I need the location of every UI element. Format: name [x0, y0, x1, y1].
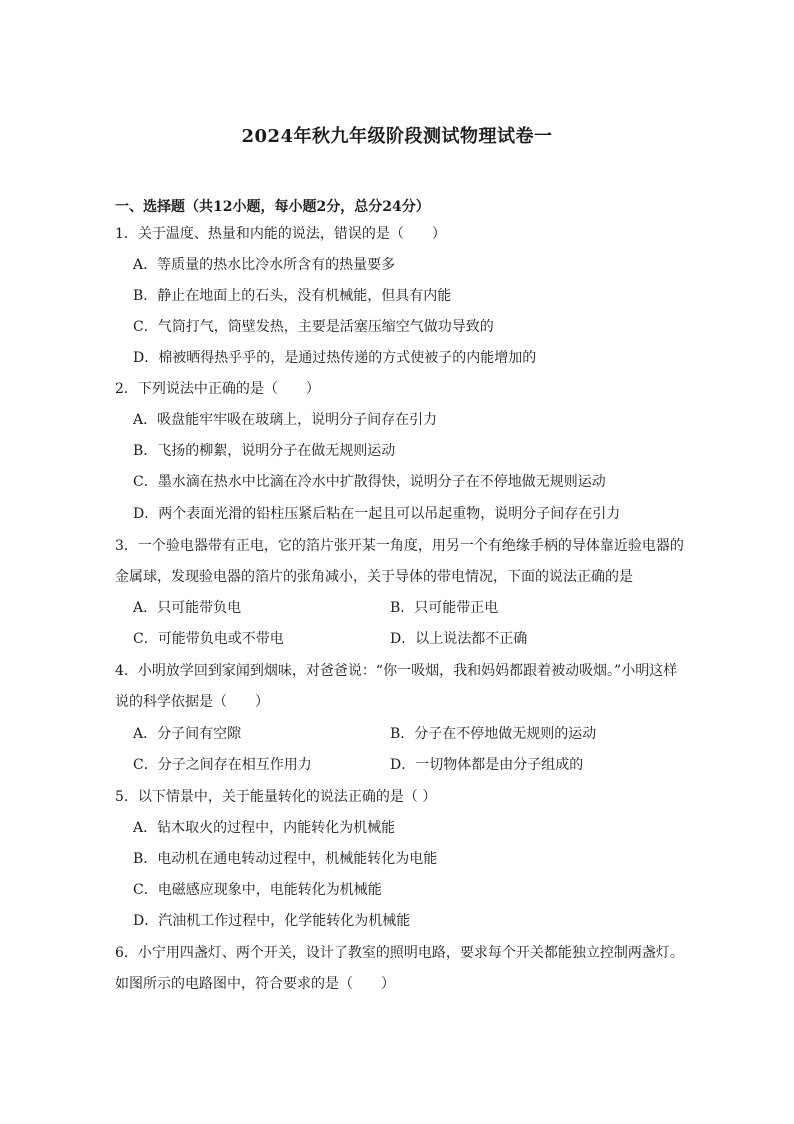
question-3-stem-line-1: 3．一个验电器带有正电，它的箔片张开某一角度，用另一个有绝缘手柄的导体靠近验电器的	[115, 538, 684, 554]
question-3-option-a: A．只可能带负电	[133, 600, 242, 616]
question-2-option-d: D．两个表面光滑的铅柱压紧后粘在一起且可以吊起重物，说明分子间存在引力	[133, 506, 621, 522]
question-4-option-d: D．一切物体都是由分子组成的	[390, 757, 584, 773]
question-5-option-b: B．电动机在通电转动过程中，机械能转化为电能	[133, 851, 438, 867]
question-2-option-c: C．墨水滴在热水中比滴在冷水中扩散得快，说明分子在不停地做无规则运动	[133, 474, 606, 490]
question-2-stem: 2．下列说法中正确的是（ ）	[115, 381, 320, 397]
question-4-option-c: C．分子之间存在相互作用力	[133, 757, 312, 773]
question-2-option-b: B．飞扬的柳絮，说明分子在做无规则运动	[133, 443, 396, 459]
question-4-stem-line-1: 4．小明放学回到家闻到烟味，对爸爸说：“你一吸烟，我和妈妈都跟着被动吸烟。”小明这样	[115, 663, 678, 679]
question-3-option-c: C．可能带负电或不带电	[133, 631, 284, 647]
question-5-stem: 5．以下情景中，关于能量转化的说法正确的是（ ）	[115, 789, 437, 805]
question-6-stem-line-1: 6．小宁用四盏灯、两个开关，设计了教室的照明电路，要求每个开关都能独立控制两盏灯。	[115, 945, 684, 961]
section-heading: 一、选择题（共12小题，每小题2分，总分24分）	[115, 199, 430, 215]
question-4-stem-line-2: 说的科学依据是（ ）	[115, 694, 269, 710]
question-1-option-d: D．棉被晒得热乎乎的，是通过热传递的方式使被子的内能增加的	[133, 350, 537, 366]
question-3-option-d: D．以上说法都不正确	[390, 631, 528, 647]
question-4-option-a: A．分子间有空隙	[133, 726, 242, 742]
question-2-option-a: A．吸盘能牢牢吸在玻璃上，说明分子间存在引力	[133, 412, 438, 428]
question-6-stem-line-2: 如图所示的电路图中，符合要求的是（ ）	[115, 976, 395, 992]
page-title: 2024年秋九年级阶段测试物理试卷一	[241, 126, 553, 147]
question-1-option-a: A．等质量的热水比冷水所含有的热量要多	[133, 257, 396, 273]
question-4-option-b: B．分子在不停地做无规则的运动	[390, 726, 597, 742]
question-1-option-b: B．静止在地面上的石头，没有机械能，但具有内能	[133, 288, 452, 304]
question-3-option-b: B．只可能带正电	[390, 600, 499, 616]
question-3-stem-line-2: 金属球，发现验电器的箔片的张角减小，关于导体的带电情况，下面的说法正确的是	[115, 569, 633, 585]
question-1-option-c: C．气筒打气，筒壁发热，主要是活塞压缩空气做功导致的	[133, 319, 494, 335]
question-5-option-d: D．汽油机工作过程中，化学能转化为机械能	[133, 913, 411, 929]
question-5-option-c: C．电磁感应现象中，电能转化为机械能	[133, 882, 382, 898]
question-5-option-a: A．钻木取火的过程中，内能转化为机械能	[133, 820, 396, 836]
question-1-stem: 1．关于温度、热量和内能的说法，错误的是（ ）	[115, 226, 446, 242]
